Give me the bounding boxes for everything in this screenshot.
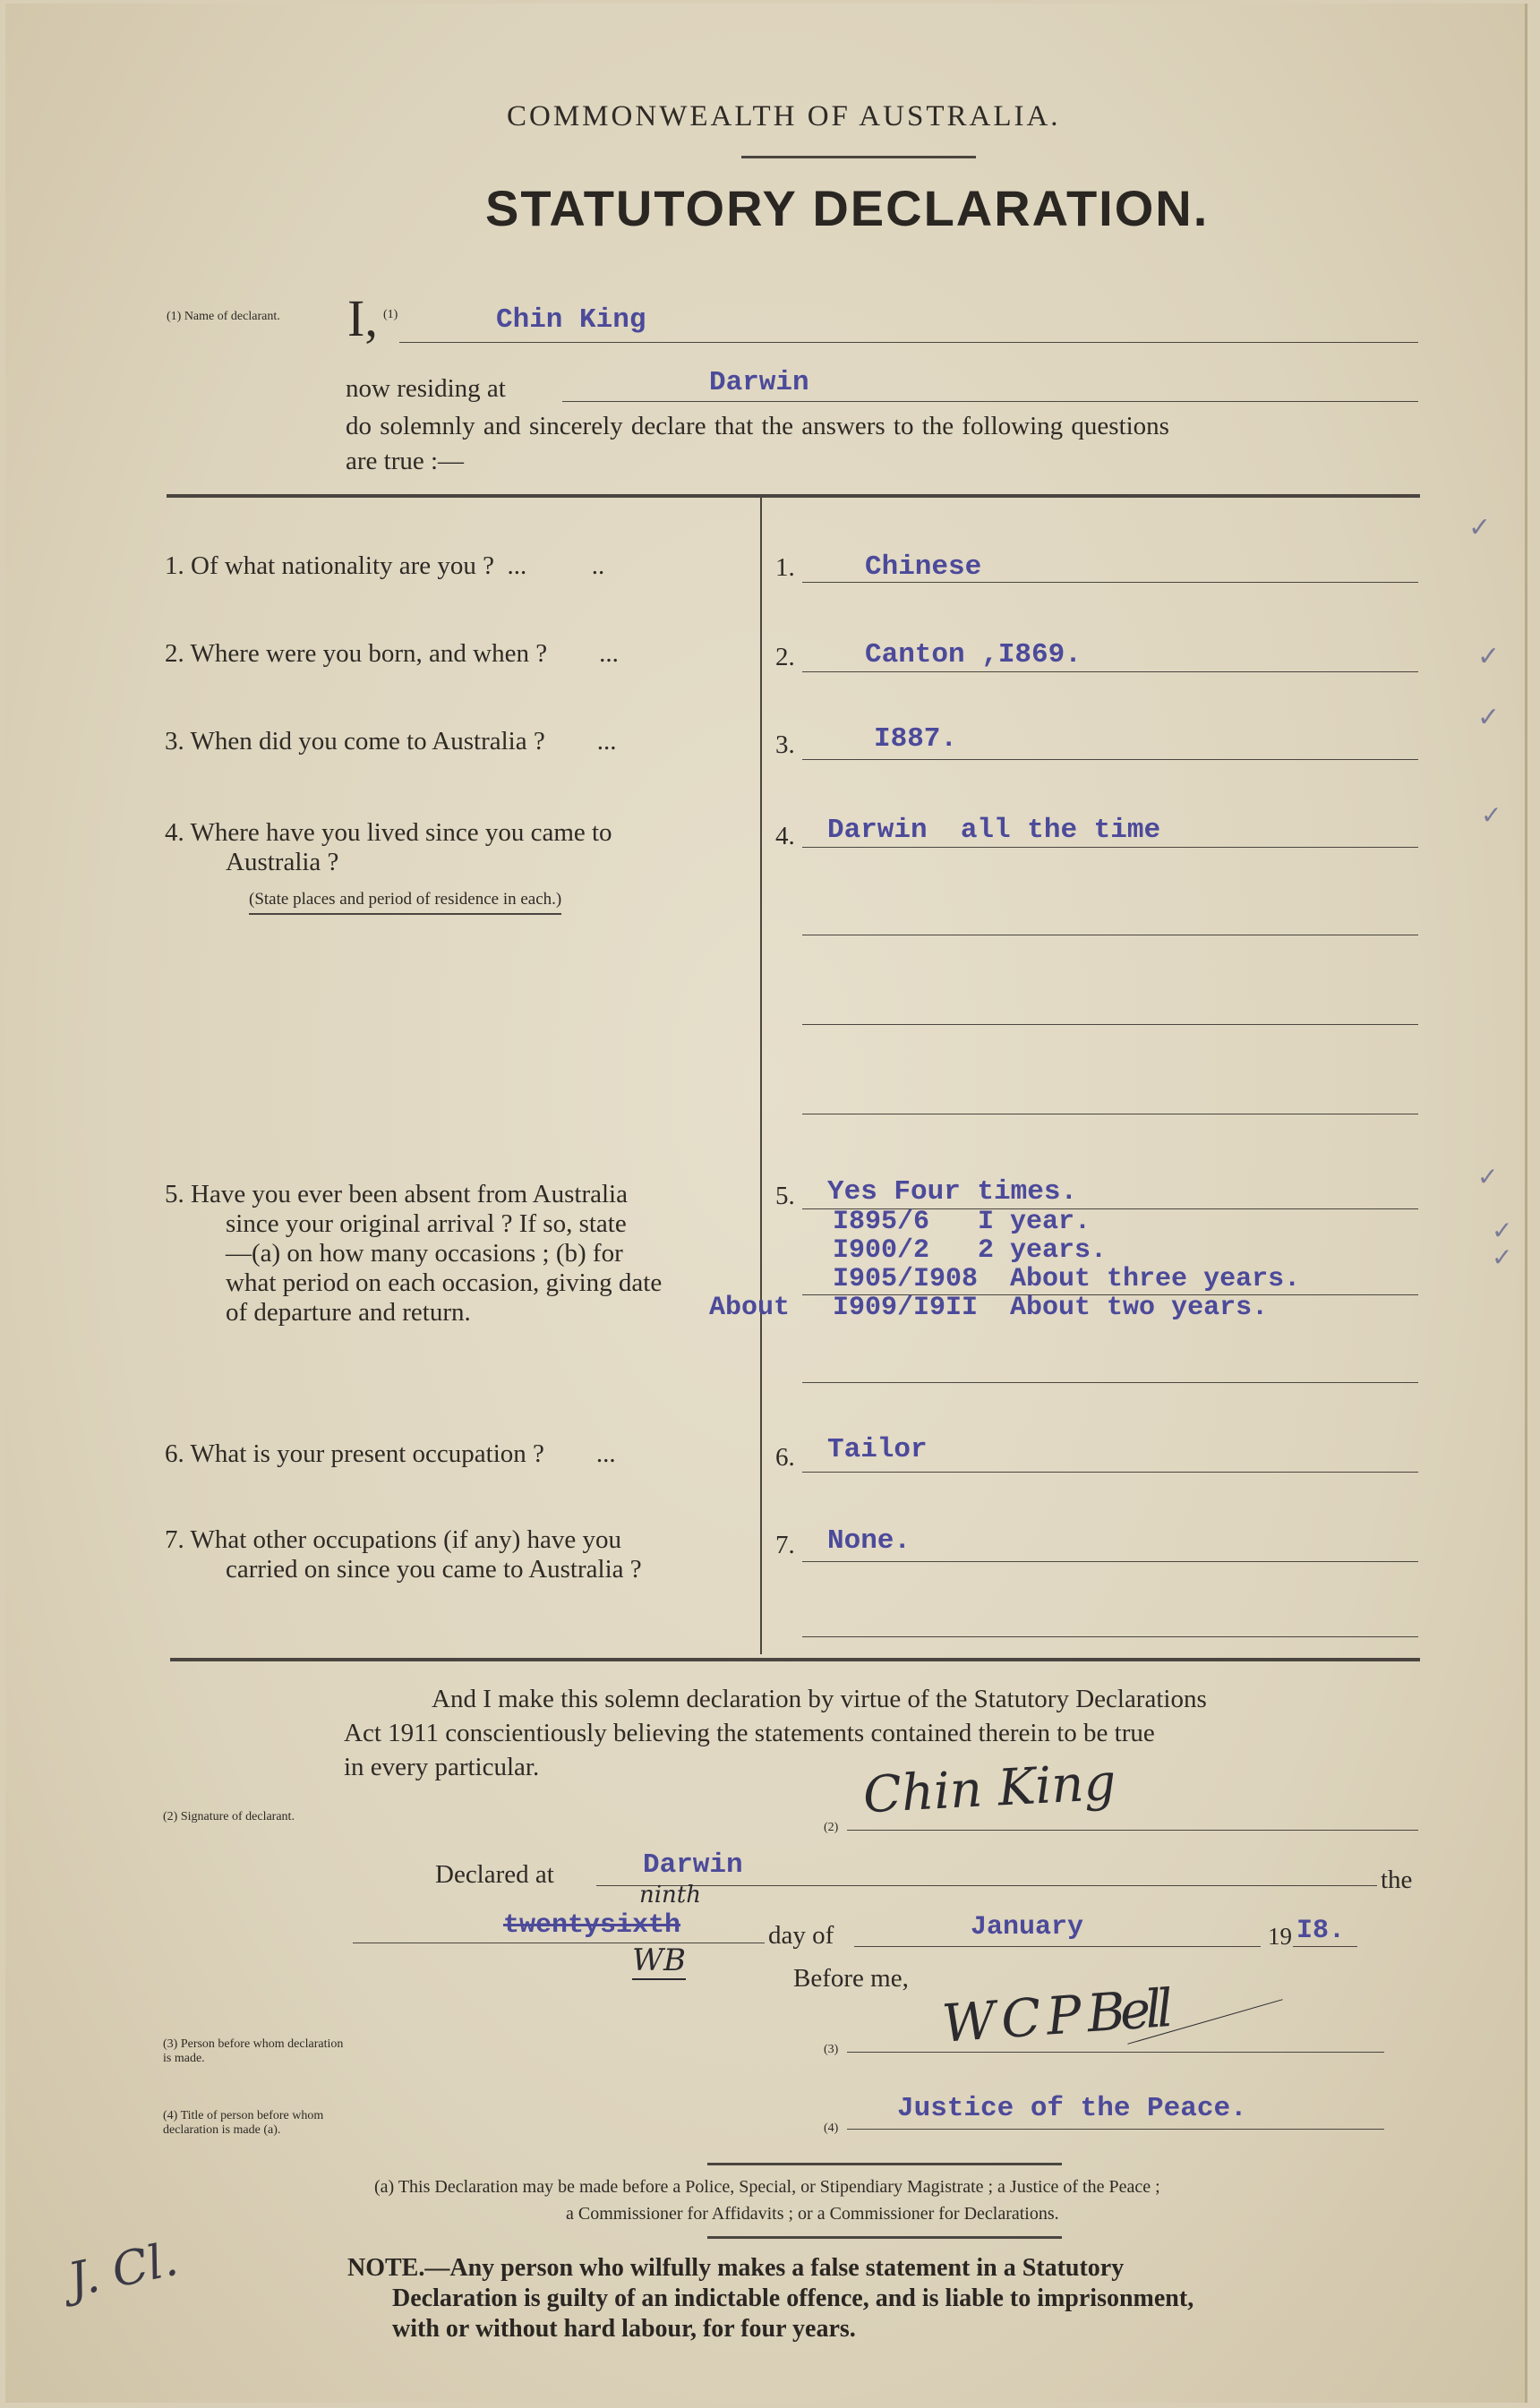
year-suffix: I8. — [1296, 1916, 1346, 1946]
declarant-signature: Chin King — [861, 1753, 1117, 1825]
question-6 — [165, 1439, 616, 1469]
declared-place: Darwin — [643, 1849, 743, 1881]
question-2-text: Where were you born, and when ? ... — [190, 639, 619, 668]
declared-at-label: Declared at — [435, 1860, 554, 1889]
day-inserted: ninth — [639, 1882, 701, 1908]
footnote-line-2: a Commissioner for Affidavits ; or a Commissioner for Declarations. — [566, 2204, 1059, 2224]
page-title: STATUTORY DECLARATION. — [485, 180, 1210, 236]
question-4-text-1: Where have you lived since you came to — [190, 818, 612, 847]
question-3 — [165, 727, 616, 756]
table-top-rule — [167, 494, 1420, 498]
header-rule — [741, 156, 976, 158]
question-4 — [165, 818, 612, 877]
tick-mark: ✓ — [1477, 641, 1501, 672]
intro-line-2: are true :— — [346, 447, 465, 475]
question-5-text-5: of departure and return. — [226, 1298, 471, 1327]
answer-5-about: About — [709, 1293, 791, 1323]
note-line-2: Declaration is guilty of an indictable offence, and is liable to imprisonment, — [392, 2284, 1194, 2312]
answer-5-line-5: I909/I9II About two years. — [833, 1293, 1269, 1323]
question-4-text-2: Australia ? — [226, 848, 339, 876]
question-2 — [165, 639, 619, 669]
title-ref: (4) — [824, 2122, 839, 2135]
answer-5-number: 5. — [775, 1182, 795, 1210]
month-value: January — [971, 1912, 1084, 1943]
answer-5-line-1: Yes Four times. — [827, 1176, 1078, 1208]
answer-3-value: I887. — [874, 723, 958, 755]
solemn-line-3: in every particular. — [344, 1753, 540, 1781]
answer-6-number: 6. — [775, 1443, 795, 1472]
answer-7-rule-2 — [802, 1636, 1418, 1637]
tick-mark: ✓ — [1492, 1242, 1513, 1272]
margin-note-title: (4) Title of person before whom declaration is made (a). — [163, 2109, 324, 2137]
residence-rule — [562, 401, 1418, 402]
footnote-rule — [707, 2163, 1062, 2165]
question-6-number: 6. — [165, 1439, 184, 1468]
table-bottom-rule — [170, 1658, 1420, 1661]
signature-rule — [847, 1830, 1418, 1831]
witness-title: Justice of the Peace. — [897, 2093, 1247, 2124]
question-2-number: 2. — [165, 639, 184, 668]
witness-title-rule — [847, 2129, 1384, 2130]
answer-7-rule-1 — [802, 1561, 1418, 1562]
answer-2-number: 2. — [775, 643, 795, 671]
answer-5-rule-3 — [802, 1382, 1418, 1383]
witness-ref: (3) — [824, 2043, 839, 2056]
tick-mark: ✓ — [1477, 702, 1501, 733]
declared-the: the — [1381, 1866, 1413, 1894]
question-5 — [165, 1180, 662, 1328]
signature-ref: (2) — [824, 1821, 839, 1834]
answer-1-rule — [802, 582, 1418, 583]
tick-mark: ✓ — [1481, 800, 1502, 830]
answer-1-number: 1. — [775, 553, 795, 582]
question-4-note: (State places and period of residence in each.) — [249, 890, 561, 915]
year-prefix: 19 — [1268, 1923, 1292, 1950]
question-5-number: 5. — [165, 1180, 184, 1208]
question-5-text-2: since your original arrival ? If so, state — [226, 1209, 627, 1238]
intro-line-1: do solemnly and sincerely declare that the answers to the following questions — [346, 412, 1169, 440]
before-me: Before me, — [793, 1964, 909, 1993]
month-rule — [854, 1946, 1261, 1947]
answer-5-line-4: I905/I908 About three years. — [833, 1264, 1301, 1294]
solemn-line-2: Act 1911 conscientiously believing the statements contained therein to be true — [344, 1719, 1155, 1747]
answer-5-line-3: I900/2 2 years. — [833, 1235, 1108, 1266]
day-struck: twentysixth — [503, 1910, 681, 1941]
declarant-ref: (1) — [383, 308, 398, 321]
question-1-text: Of what nationality are you ? ... .. — [191, 551, 605, 580]
question-7-number: 7. — [165, 1525, 184, 1554]
answer-4-value: Darwin all the time — [827, 815, 1161, 846]
answer-7-value: None. — [827, 1525, 911, 1557]
question-7-text-1: What other occupations (if any) have you — [190, 1525, 622, 1554]
footnote-line-1: (a) This Declaration may be made before a Police, Special, or Stipendiary Magistrate ; a Justice of the Peace ; — [374, 2177, 1160, 2197]
note-line-3: with or without hard labour, for four years. — [392, 2315, 856, 2343]
question-1-number: 1. — [165, 551, 184, 580]
question-1 — [165, 551, 604, 581]
margin-note-witness: (3) Person before whom declaration is made. — [163, 2037, 344, 2065]
solemn-line-1: And I make this solemn declaration by virtue of the Statutory Declarations — [432, 1685, 1207, 1713]
question-3-text: When did you come to Australia ? ... — [190, 727, 617, 756]
margin-initials: J. Cl. — [64, 2232, 183, 2309]
margin-note-signature: (2) Signature of declarant. — [163, 1810, 295, 1823]
answer-4-rule-1 — [802, 847, 1418, 848]
witness-rule — [847, 2052, 1384, 2053]
answer-4-rule-3 — [802, 1024, 1418, 1025]
answer-5-line-2: I895/6 I year. — [833, 1207, 1091, 1237]
question-3-number: 3. — [165, 727, 184, 756]
question-5-text-3: —(a) on how many occasions ; (b) for — [226, 1239, 623, 1268]
answer-1-value: Chinese — [865, 551, 982, 583]
declared-at-rule — [596, 1885, 1377, 1886]
question-4-number: 4. — [165, 818, 184, 847]
name-rule — [399, 342, 1418, 343]
answer-2-value: Canton ,I869. — [865, 639, 1082, 670]
declaration-sheet — [5, 4, 1527, 2403]
declarant-name: Chin King — [496, 304, 646, 336]
margin-note-declarant: (1) Name of declarant. — [167, 310, 280, 323]
note-top-rule — [707, 2236, 1062, 2239]
answer-6-rule — [802, 1472, 1418, 1473]
question-7-text-2: carried on since you came to Australia ? — [226, 1555, 642, 1584]
i-letter: I, — [347, 289, 378, 347]
commonwealth-heading: COMMONWEALTH OF AUSTRALIA. — [507, 100, 1061, 132]
tick-mark: ✓ — [1477, 1162, 1499, 1191]
residing-label: now residing at — [346, 374, 506, 403]
tick-mark: ✓ — [1468, 512, 1492, 543]
residence-value: Darwin — [709, 367, 809, 398]
answer-2-rule — [802, 671, 1418, 672]
answer-7-number: 7. — [775, 1531, 795, 1559]
initials-mark: WB — [632, 1943, 686, 1978]
answer-4-number: 4. — [775, 822, 795, 850]
day-of-label: day of — [768, 1921, 834, 1950]
answer-3-rule — [802, 759, 1418, 760]
note-line-1: NOTE.—Any person who wilfully makes a false statement in a Statutory — [347, 2254, 1125, 2282]
year-rule — [1293, 1946, 1357, 1947]
question-5-text-1: Have you ever been absent from Australia — [191, 1180, 628, 1208]
column-divider — [760, 498, 762, 1654]
answer-6-value: Tailor — [827, 1434, 928, 1465]
tick-mark: ✓ — [1492, 1216, 1513, 1245]
answer-3-number: 3. — [775, 730, 795, 759]
question-7 — [165, 1525, 642, 1584]
question-5-text-4: what period on each occasion, giving date — [226, 1268, 663, 1297]
witness-signature: W C P Bell — [939, 1977, 1170, 2054]
question-6-text: What is your present occupation ? ... — [190, 1439, 616, 1468]
